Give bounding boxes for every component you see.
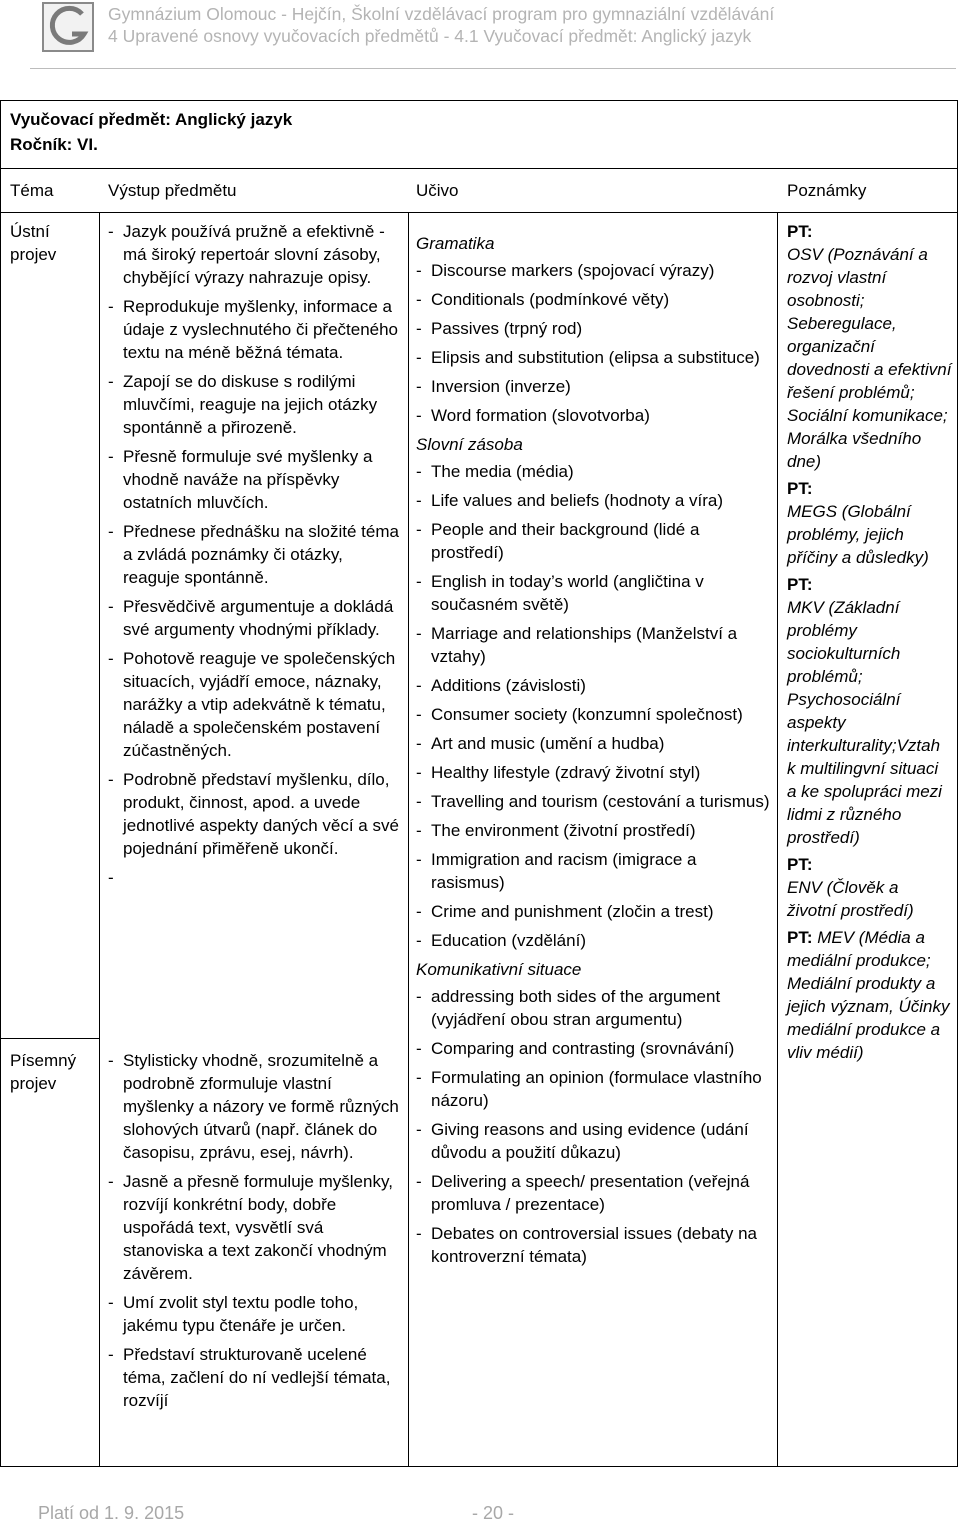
curriculum-item: - The environment (životní prostředí) bbox=[416, 819, 772, 842]
note-block bbox=[787, 853, 952, 922]
note-block bbox=[787, 477, 952, 569]
note-label: PT: bbox=[787, 855, 813, 874]
curriculum-item: - addressing both sides of the argument (vyjádření obou stran argumentu) bbox=[416, 985, 772, 1031]
topic-written-line1: Písemný bbox=[10, 1051, 77, 1070]
curriculum-item: - Formulating an opinion (formulace vlastního názoru) bbox=[416, 1066, 772, 1112]
footer-page-number: - 20 - bbox=[472, 1503, 515, 1523]
outcome-item: - Stylisticky vhodně, srozumitelně a podrobně zformuluje vlastní myšlenky a názory ve formě různých slohových útvarů (např. článek do časopisu, zprávu, esej, návrh). bbox=[108, 1049, 404, 1164]
note-label: PT: bbox=[787, 575, 813, 594]
curriculum-item-list bbox=[416, 985, 772, 1268]
curriculum-item-list bbox=[416, 259, 772, 427]
curriculum-item: - Passives (trpný rod) bbox=[416, 317, 772, 340]
curriculum-item: - Crime and punishment (zločin a trest) bbox=[416, 900, 772, 923]
note-text: ENV (Člověk a životní prostředí) bbox=[787, 878, 914, 920]
col-header-topic: Téma bbox=[10, 181, 54, 200]
row-divider bbox=[1, 212, 957, 213]
outcome-item: - Přesně formuluje své myšlenky a vhodně naváže na příspěvky ostatních mluvčích. bbox=[108, 445, 404, 514]
outcome-item: - Podrobně představí myšlenku, dílo, produkt, činnost, apod. a uvede jednotlivé aspekty daných věcí a své pojednání přiměřeně ukončí. bbox=[108, 768, 404, 860]
curriculum-item: - Discourse markers (spojovací výrazy) bbox=[416, 259, 772, 282]
curriculum-item: - Life values and beliefs (hodnoty a víra) bbox=[416, 489, 772, 512]
oral-outcome-list bbox=[108, 220, 404, 889]
row-divider bbox=[1, 1038, 99, 1039]
outcome-item bbox=[108, 866, 404, 889]
curriculum-section-heading: Komunikativní situace bbox=[416, 960, 582, 979]
header-school-name: Gymnázium Olomouc - Hejčín, Školní vzdělávací program pro gymnaziální vzdělávání bbox=[108, 4, 775, 24]
curriculum-item: - Education (vzdělání) bbox=[416, 929, 772, 952]
written-outcomes bbox=[108, 1049, 404, 1418]
curriculum-item: - Word formation (slovotvorba) bbox=[416, 404, 772, 427]
outcome-item: - Reprodukuje myšlenky, informace a údaje z vyslechnutého či přečteného textu na méně běžná témata. bbox=[108, 295, 404, 364]
outcome-item: - Umí zvolit styl textu podle toho, jakému typu čtenáře je určen. bbox=[108, 1291, 404, 1337]
col-header-outcome: Výstup předmětu bbox=[108, 181, 237, 200]
curriculum-item-list bbox=[416, 460, 772, 952]
column-divider bbox=[408, 212, 409, 1466]
curriculum-item: - People and their background (lidé a prostředí) bbox=[416, 518, 772, 564]
grade-label: Ročník: VI. bbox=[10, 135, 98, 154]
outcome-item: - Pohotově reaguje ve společenských situacích, vyjádří emoce, náznaky, narážky a vtip adekvátně k tématu, náladě a společenském postavení zúčastněných. bbox=[108, 647, 404, 762]
note-label: PT: bbox=[787, 222, 813, 241]
outcome-item: - Zapojí se do diskuse s rodilými mluvčími, reaguje na jejich otázky spontánně a přirozeně. bbox=[108, 370, 404, 439]
curriculum-item: - Travelling and tourism (cestování a turismus) bbox=[416, 790, 772, 813]
curriculum-item: - Marriage and relationships (Manželství a vztahy) bbox=[416, 622, 772, 668]
curriculum-item: - Giving reasons and using evidence (udání důvodu a použití důkazu) bbox=[416, 1118, 772, 1164]
curriculum-section-heading: Slovní zásoba bbox=[416, 435, 523, 454]
oral-outcomes bbox=[108, 220, 404, 895]
column-divider bbox=[99, 212, 100, 1466]
outcome-item: - Jasně a přesně formuluje myšlenky, rozvíjí konkrétní body, dobře uspořádá text, vysvětlí svá stanoviska a text zakončí vhodným závěrem. bbox=[108, 1170, 404, 1285]
header-divider bbox=[30, 68, 956, 69]
subject-title: Vyučovací předmět: Anglický jazyk bbox=[10, 110, 293, 129]
topic-oral-line1: Ústní bbox=[10, 222, 50, 241]
written-outcome-list bbox=[108, 1049, 404, 1412]
curriculum-content bbox=[416, 232, 772, 1274]
curriculum-item: - Art and music (umění a hudba) bbox=[416, 732, 772, 755]
curriculum-item: - Delivering a speech/ presentation (veřejná promluva / prezentace) bbox=[416, 1170, 772, 1216]
curriculum-item: - Consumer society (konzumní společnost) bbox=[416, 703, 772, 726]
outcome-item: - Představí strukturovaně ucelené téma, začlení do ní vedlejší témata, rozvíjí bbox=[108, 1343, 404, 1412]
col-header-curriculum: Učivo bbox=[416, 181, 459, 200]
outcome-item: - Přednese přednášku na složité téma a zvládá poznámky či otázky, reaguje spontánně. bbox=[108, 520, 404, 589]
note-block bbox=[787, 220, 952, 473]
curriculum-table bbox=[0, 100, 958, 1467]
curriculum-item: - Additions (závislosti) bbox=[416, 674, 772, 697]
school-logo bbox=[42, 2, 94, 52]
topic-written bbox=[10, 1049, 98, 1095]
note-block bbox=[787, 573, 952, 849]
topic-oral bbox=[10, 220, 96, 266]
note-text: MEGS (Globální problémy, jejich příčiny a důsledky) bbox=[787, 502, 929, 567]
note-text: MKV (Základní problémy sociokulturních problémů; Psychosociální aspekty interkulturality;Vztah k multilingvní situaci a ke spolupráci mezi lidmi z různého prostředí) bbox=[787, 598, 942, 847]
curriculum-section-heading: Gramatika bbox=[416, 234, 495, 253]
note-block bbox=[787, 926, 952, 1064]
curriculum-item: - Debates on controversial issues (debaty na kontroverzní témata) bbox=[416, 1222, 772, 1268]
outcome-item: - Jazyk používá pružně a efektivně - má široký repertoár slovní zásoby, chybějící výrazy nahrazuje opisy. bbox=[108, 220, 404, 289]
curriculum-item: - Inversion (inverze) bbox=[416, 375, 772, 398]
topic-oral-line2: projev bbox=[10, 245, 57, 264]
curriculum-item: - Comparing and contrasting (srovnávání) bbox=[416, 1037, 772, 1060]
curriculum-item: - Elipsis and substitution (elipsa a substituce) bbox=[416, 346, 772, 369]
curriculum-item: - Conditionals (podmínkové věty) bbox=[416, 288, 772, 311]
note-label: PT: bbox=[787, 928, 813, 947]
note-text: OSV (Poznávání a rozvoj vlastní osobnosti; Seberegulace, organizační dovednosti a efektivní řešení problémů; Sociální komunikace; Morálka všedního dne) bbox=[787, 245, 952, 471]
note-label: PT: bbox=[787, 479, 813, 498]
col-header-notes: Poznámky bbox=[787, 181, 867, 200]
curriculum-item: - The media (média) bbox=[416, 460, 772, 483]
notes-content bbox=[787, 220, 952, 1068]
note-text: MEV (Média a mediální produkce; Mediální produkty a jejich význam, Účinky mediální produkce a vliv médií) bbox=[787, 928, 950, 1062]
outcome-item: - Přesvědčivě argumentuje a dokládá své argumenty vhodnými příklady. bbox=[108, 595, 404, 641]
curriculum-item: - Healthy lifestyle (zdravý životní styl) bbox=[416, 761, 772, 784]
curriculum-item: - English in today’s world (angličtina v současném světě) bbox=[416, 570, 772, 616]
topic-written-line2: projev bbox=[10, 1074, 57, 1093]
footer-valid-from: Platí od 1. 9. 2015 bbox=[38, 1503, 185, 1523]
column-divider bbox=[777, 212, 778, 1466]
curriculum-item: - Immigration and racism (imigrace a rasismus) bbox=[416, 848, 772, 894]
header-section-title: 4 Upravené osnovy vyučovacích předmětů - 4.1 Vyučovací předmět: Anglický jazyk bbox=[108, 26, 752, 46]
row-divider bbox=[1, 168, 957, 169]
